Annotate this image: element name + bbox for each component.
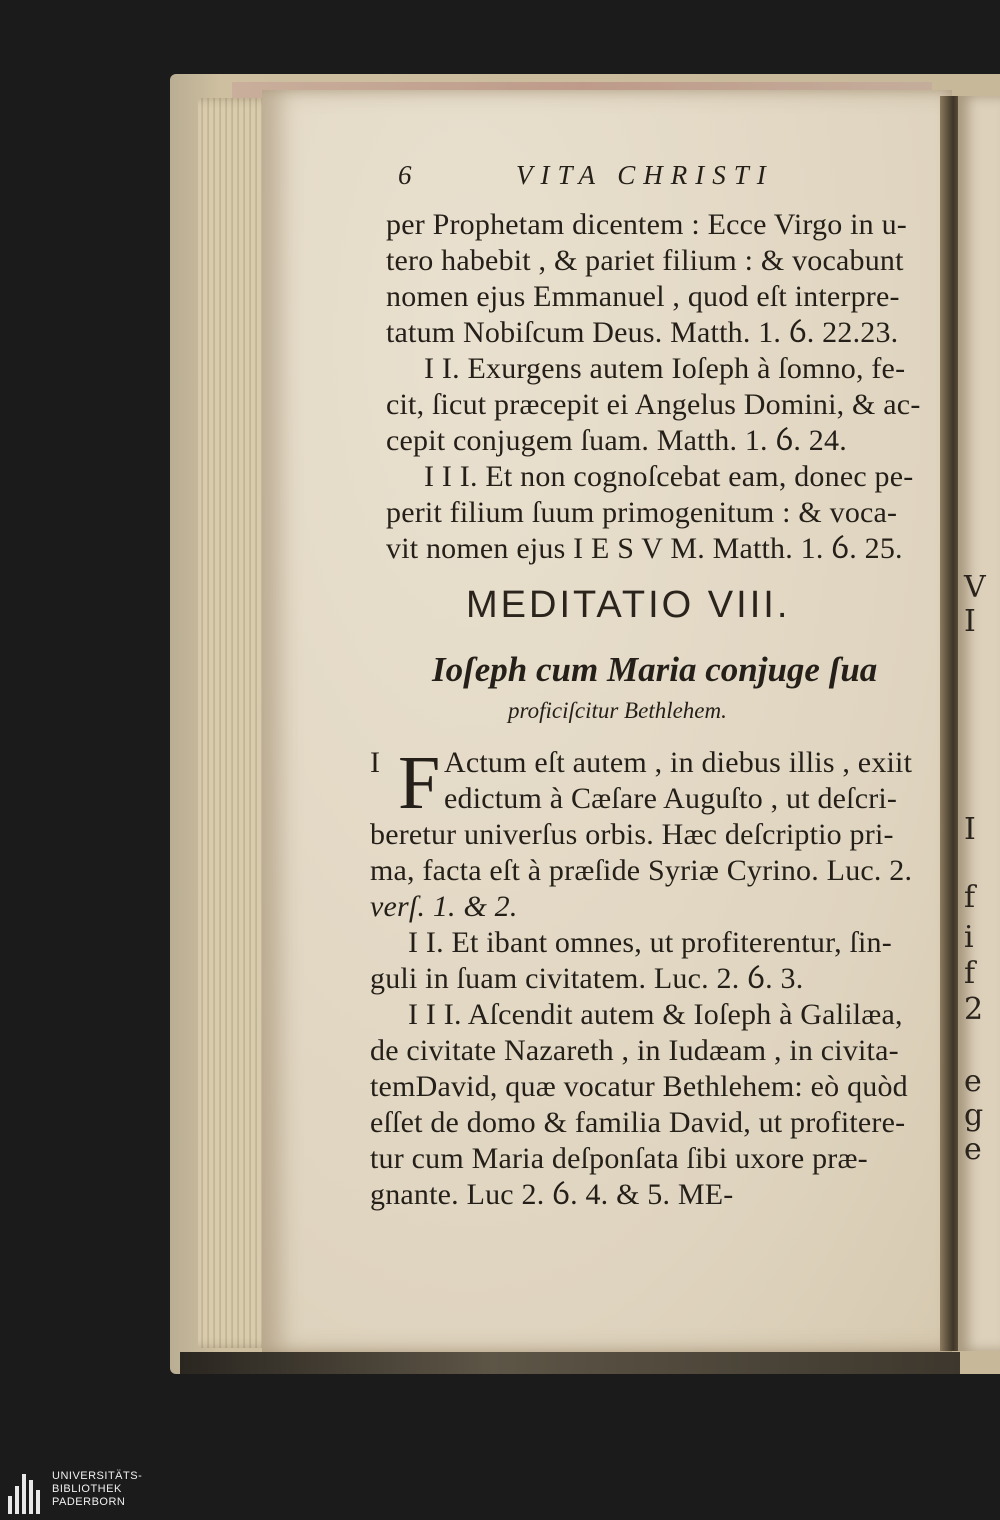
library-name-line: BIBLIOTHEK (52, 1483, 122, 1495)
text-line: beretur univerſus orbis. Hæc deſcriptio pri- (370, 818, 894, 851)
text-line: perit filium ſuum primogenitum : & voca- (386, 496, 898, 529)
facing-page-fragment: g (964, 1098, 984, 1133)
text-line: per Prophetam dicentem : Ecce Virgo in u- (386, 208, 907, 241)
text-line: Actum eſt autem , in diebus illis , exiit (444, 746, 913, 779)
text-line: I I I. Et non cognoſcebat eam, donec pe- (424, 460, 914, 493)
text-line: tero habebit , & pariet filium : & vocabunt (386, 244, 904, 277)
text-line: guli in ſuam civitatem. Luc. 2. ỽ. 3. (370, 962, 804, 995)
facing-page-fragment: I (964, 604, 976, 639)
library-name-line: UNIVERSITÄTS- (52, 1470, 143, 1482)
text-line: temDavid, quæ vocatur Bethlehem: eò quòd (370, 1070, 908, 1103)
text-line: tur cum Maria deſponſata ſibi uxore præ- (370, 1142, 868, 1175)
library-name (52, 1470, 142, 1509)
drop-cap: F (398, 741, 441, 825)
text-line: tatum Nobiſcum Deus. Matth. 1. ỽ. 22.23. (386, 316, 899, 349)
running-title: VITA CHRISTI (516, 160, 774, 190)
text-line: de civitate Nazareth , in Iudæam , in civita- (370, 1034, 899, 1067)
text-line: ma, facta eſt à præſide Syriæ Cyrino. Luc. 2. (370, 854, 913, 887)
text-line: edictum à Cæſare Auguſto , ut deſcri- (444, 782, 898, 815)
paragraph-numeral: I (370, 746, 381, 779)
facing-page-fragment: e (964, 1064, 982, 1099)
facing-page-fragment: I (964, 812, 976, 847)
library-name-line: PADERBORN (52, 1496, 126, 1508)
facing-page-fragment: f (964, 880, 976, 915)
facing-page-fragment: i (964, 920, 974, 955)
text-line: vit nomen ejus I E S V M. Matth. 1. ỽ. 25. (386, 532, 903, 565)
text-line: verſ. 1. & 2. (370, 890, 518, 923)
meditation-subtitle: Ioſeph cum Maria conjuge ſua (432, 650, 878, 689)
meditation-heading: MEDITATIO VIII. (466, 584, 791, 626)
text-line: cepit conjugem ſuam. Matth. 1. ỽ. 24. (386, 424, 847, 457)
text-line: eſſet de domo & familia David, ut profitere- (370, 1106, 906, 1139)
facing-page-fragment: 2 (964, 992, 984, 1027)
text-line: I I. Exurgens autem Ioſeph à ſomno, fe- (424, 352, 906, 385)
book-bottom-edge (180, 1352, 960, 1374)
text-line: I I I. Aſcendit autem & Ioſeph à Galilæa, (408, 998, 903, 1031)
facing-page-fragment: e (964, 1132, 982, 1167)
text-line: gnante. Luc 2. ỽ. 4. & 5. ME- (370, 1178, 734, 1211)
meditation-subtitle-cont: proficiſcitur Bethlehem. (508, 698, 727, 723)
library-footer (0, 1460, 1000, 1520)
facing-page-fragment: V (964, 570, 986, 605)
page-number: 6 (398, 160, 420, 190)
facing-page-fragment: f (964, 956, 976, 991)
library-logo-icon (8, 1470, 46, 1514)
text-line: cit, ſicut præcepit ei Angelus Domini, & ac- (386, 388, 921, 421)
text-line: I I. Et ibant omnes, ut profiterentur, ſin- (408, 926, 892, 959)
text-line: nomen ejus Emmanuel , quod eſt interpre- (386, 280, 900, 313)
